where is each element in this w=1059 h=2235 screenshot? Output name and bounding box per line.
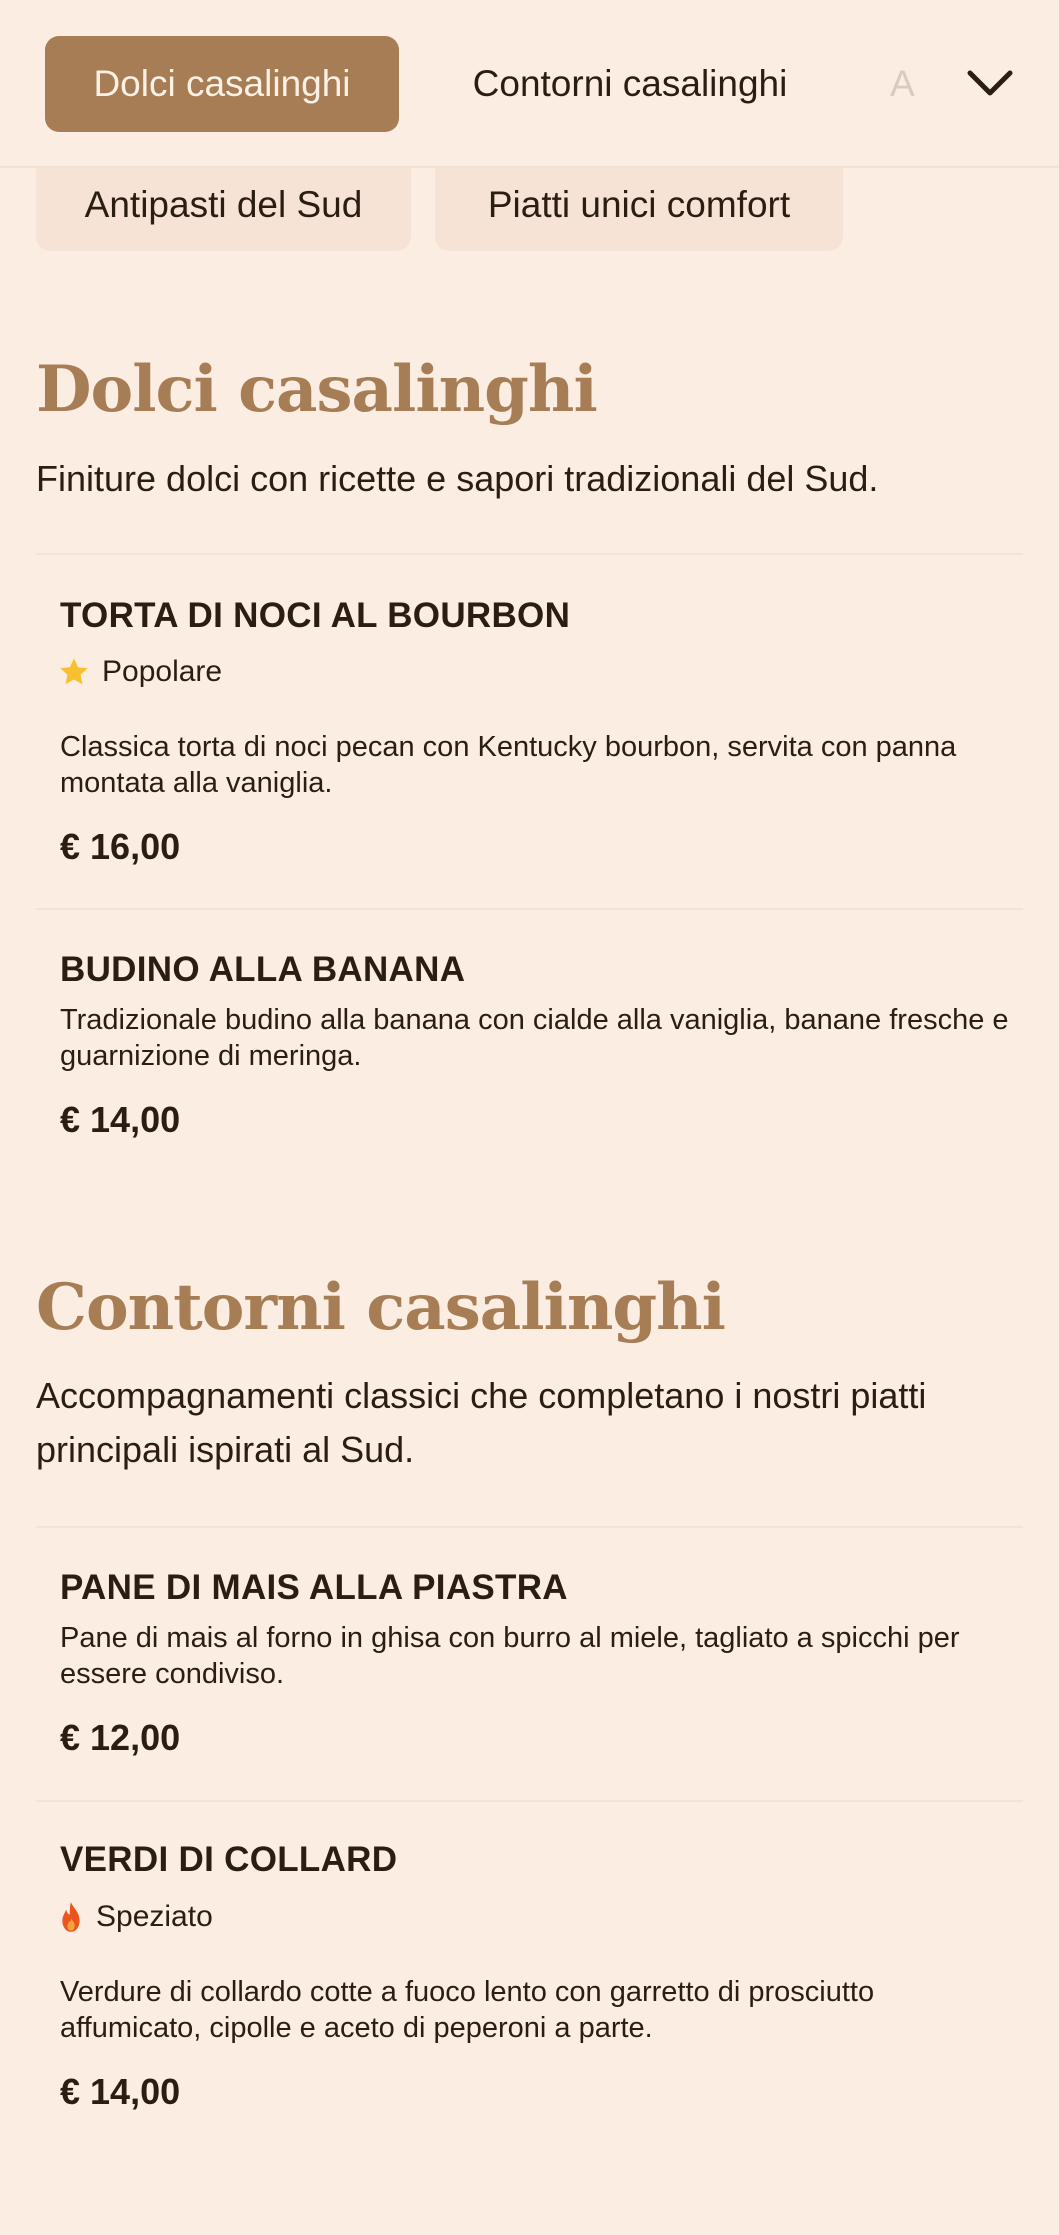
- category-nav-bar: [0, 0, 1059, 168]
- section-title: Contorni casalinghi: [36, 1270, 725, 1345]
- chevron-down-icon[interactable]: [960, 54, 1020, 114]
- badge-label: Popolare: [102, 655, 223, 688]
- divider: [36, 1800, 1023, 1802]
- section-title: Dolci casalinghi: [36, 352, 597, 427]
- divider: [36, 1526, 1023, 1528]
- item-description: Verdure di collardo cotte a fuoco lento con garretto di prosciutto affumicato, cipolle e aceto di peperoni a parte.: [60, 1976, 875, 2044]
- item-description: Pane di mais al forno in ghisa con burro al miele, tagliato a spicchi per essere condiviso.: [60, 1622, 960, 1690]
- spicy-badge: [58, 1900, 213, 1934]
- flame-icon: [58, 1901, 84, 1933]
- popular-badge: [58, 655, 222, 689]
- divider: [36, 908, 1023, 910]
- chip-antipasti-del-sud[interactable]: Antipasti del Sud: [36, 148, 411, 251]
- badge-label: Speziato: [96, 1900, 213, 1933]
- section-description: Finiture dolci con ricette e sapori tradizionali del Sud.: [36, 458, 879, 499]
- chip-piatti-unici-comfort[interactable]: Piatti unici comfort: [435, 148, 843, 251]
- item-price: € 14,00: [60, 1099, 181, 1140]
- item-name: VERDI DI COLLARD: [60, 1840, 398, 1879]
- divider: [36, 553, 1023, 555]
- star-icon: [58, 656, 90, 688]
- item-name: BUDINO ALLA BANANA: [60, 950, 466, 989]
- item-description: Classica torta di noci pecan con Kentucky bourbon, servita con panna montata alla vaniglia.: [60, 731, 957, 799]
- item-name: TORTA DI NOCI AL BOURBON: [60, 596, 571, 635]
- tab-partial-next[interactable]: A: [890, 63, 915, 104]
- item-price: € 14,00: [60, 2071, 181, 2112]
- tab-dolci-casalinghi[interactable]: Dolci casalinghi: [45, 36, 399, 132]
- section-description: Accompagnamenti classici che completano i nostri piatti principali ispirati al Sud.: [36, 1375, 927, 1470]
- item-price: € 16,00: [60, 826, 181, 867]
- tab-contorni-casalinghi[interactable]: Contorni casalinghi: [472, 63, 788, 104]
- item-description: Tradizionale budino alla banana con cialde alla vaniglia, banane fresche e guarnizione di meringa.: [60, 1004, 1009, 1072]
- item-price: € 12,00: [60, 1717, 181, 1758]
- item-name: PANE DI MAIS ALLA PIASTRA: [60, 1568, 568, 1607]
